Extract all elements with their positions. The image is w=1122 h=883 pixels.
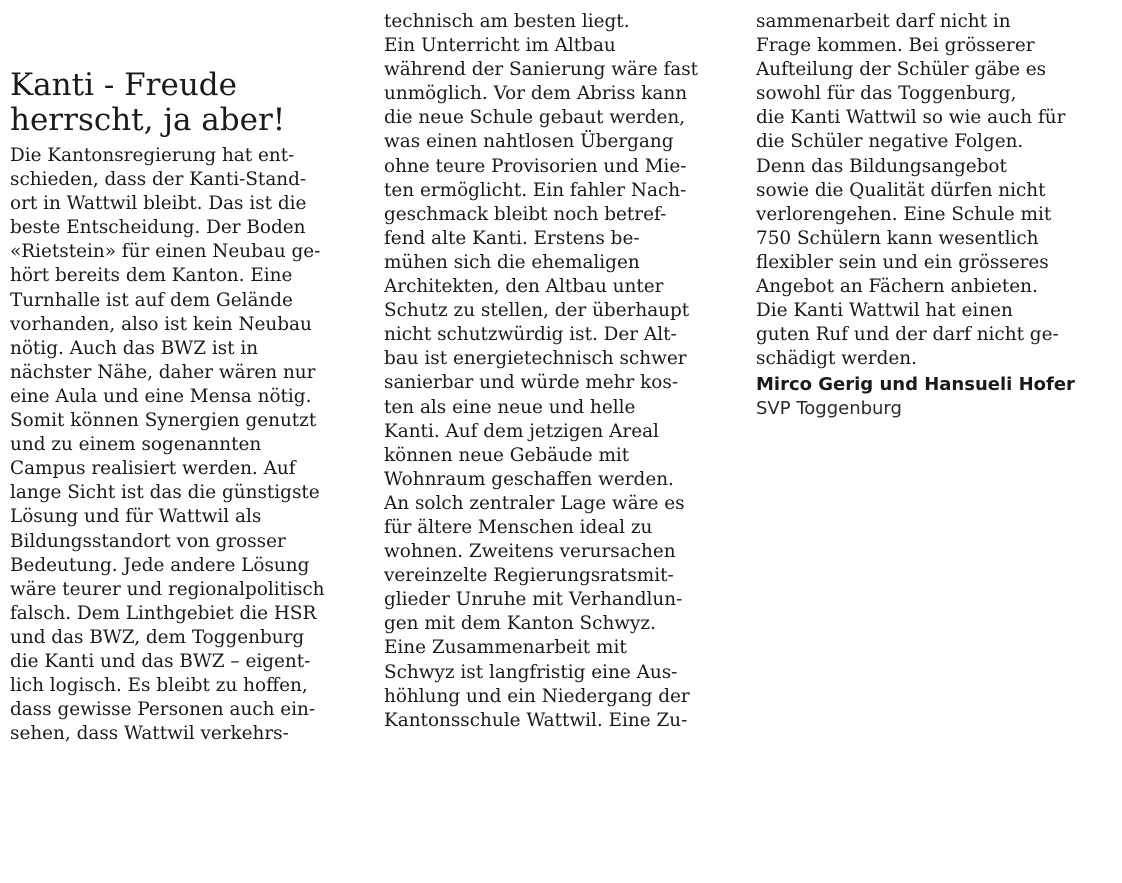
text-line: und das BWZ, dem Toggenburg xyxy=(10,626,305,648)
text-line: die neue Schule gebaut werden, xyxy=(384,107,686,129)
text-line: dass gewisse Personen auch ein- xyxy=(10,699,316,721)
author-party: SVP Toggenburg xyxy=(756,398,902,420)
text-line: ten ermöglicht. Ein fahler Nach- xyxy=(384,179,687,201)
text-line: verlorengehen. Eine Schule mit xyxy=(756,203,1052,225)
text-line: geschmack bleibt noch betref- xyxy=(384,203,667,225)
text-line: wäre teurer und regionalpolitisch xyxy=(10,578,325,600)
text-line: eine Aula und eine Mensa nötig. xyxy=(10,385,312,407)
text-line: sowie die Qualität dürfen nicht xyxy=(756,179,1046,201)
text-line: glieder Unruhe mit Verhandlun- xyxy=(384,589,683,611)
text-line: und zu einem sogenannten xyxy=(10,434,262,456)
text-line: sowohl für das Toggenburg, xyxy=(756,83,1017,105)
text-line: ort in Wattwil bleibt. Das ist die xyxy=(10,193,307,215)
text-line: können neue Gebäude mit xyxy=(384,444,630,466)
column-2 xyxy=(384,10,734,733)
text-line: vereinzelte Regierungsratsmit- xyxy=(384,565,674,587)
headline-line: Kanti - Freude xyxy=(10,67,237,103)
text-line: wohnen. Zweitens verursachen xyxy=(384,541,676,563)
text-line: Architekten, den Altbau unter xyxy=(384,276,664,298)
text-line: nötig. Auch das BWZ ist in xyxy=(10,337,259,359)
text-line: Bildungsstandort von grosser xyxy=(10,530,286,552)
text-line: mühen sich die ehemaligen xyxy=(384,251,640,273)
text-line: vorhanden, also ist kein Neubau xyxy=(10,313,312,335)
text-line: Kanti. Auf dem jetzigen Areal xyxy=(384,420,659,442)
text-line: hört bereits dem Kanton. Eine xyxy=(10,265,293,287)
text-line: falsch. Dem Linthgebiet die HSR xyxy=(10,602,317,624)
headline-line: herrscht, ja aber! xyxy=(10,102,286,138)
text-line: Eine Zusammenarbeit mit xyxy=(384,637,627,659)
author-signature: Mirco Gerig und Hansueli Hofer xyxy=(756,374,1075,396)
text-line: Somit können Synergien genutzt xyxy=(10,410,317,432)
text-line: 750 Schülern kann wesentlich xyxy=(756,227,1039,249)
text-line: für ältere Menschen ideal zu xyxy=(384,516,653,538)
text-line: schädigt werden. xyxy=(756,348,917,370)
text-line: flexibler sein und ein grösseres xyxy=(756,251,1049,273)
text-line: nicht schutzwürdig ist. Der Alt- xyxy=(384,324,677,346)
text-line: sehen, dass Wattwil verkehrs- xyxy=(10,723,289,745)
text-line: bau ist energietechnisch schwer xyxy=(384,348,687,370)
column-1-text xyxy=(10,144,360,746)
text-line: schieden, dass der Kanti-Stand- xyxy=(10,169,307,191)
column-2-text xyxy=(384,10,734,733)
text-line: Lösung und für Wattwil als xyxy=(10,506,262,528)
text-line: die Kanti Wattwil so wie auch für xyxy=(756,107,1066,129)
text-line: nächster Nähe, daher wären nur xyxy=(10,361,316,383)
text-line: Denn das Bildungsangebot xyxy=(756,155,1007,177)
text-line: Wohnraum geschaffen werden. xyxy=(384,468,674,490)
text-line: die Schüler negative Folgen. xyxy=(756,131,1024,153)
text-line: An solch zentraler Lage wäre es xyxy=(384,492,685,514)
text-line: Schutz zu stellen, der überhaupt xyxy=(384,300,690,322)
text-line: Campus realisiert werden. Auf xyxy=(10,458,296,480)
text-line: Aufteilung der Schüler gäbe es xyxy=(756,59,1047,81)
text-line: beste Entscheidung. Der Boden xyxy=(10,217,306,239)
text-line: sanierbar und würde mehr kos- xyxy=(384,372,679,394)
text-line: Bedeutung. Jede andere Lösung xyxy=(10,554,310,576)
text-line: gen mit dem Kanton Schwyz. xyxy=(384,613,656,635)
text-line: ten als eine neue und helle xyxy=(384,396,636,418)
text-line: Kantonsschule Wattwil. Eine Zu- xyxy=(384,709,688,731)
text-line: Die Kantonsregierung hat ent- xyxy=(10,145,295,166)
text-line: guten Ruf und der darf nicht ge- xyxy=(756,324,1059,346)
text-line: lich logisch. Es bleibt zu hoffen, xyxy=(10,675,308,697)
text-line: sammenarbeit darf nicht in xyxy=(756,11,1011,32)
text-line: Angebot an Fächern anbieten. xyxy=(756,276,1038,298)
text-line: die Kanti und das BWZ – eigent- xyxy=(10,650,311,672)
text-line: lange Sicht ist das die günstigste xyxy=(10,482,320,504)
text-line: fend alte Kanti. Erstens be- xyxy=(384,227,640,249)
column-3 xyxy=(756,10,1111,421)
column-1 xyxy=(10,68,360,746)
text-line: was einen nahtlosen Übergang xyxy=(384,131,674,153)
text-line: Frage kommen. Bei grösserer xyxy=(756,35,1035,57)
text-line: technisch am besten liegt. xyxy=(384,11,630,32)
text-line: unmöglich. Vor dem Abriss kann xyxy=(384,83,688,105)
text-line: höhlung und ein Niedergang der xyxy=(384,685,690,707)
text-line: «Rietstein» für einen Neubau ge- xyxy=(10,241,321,263)
text-line: während der Sanierung wäre fast xyxy=(384,59,699,81)
text-line: Die Kanti Wattwil hat einen xyxy=(756,300,1013,322)
text-line: Ein Unterricht im Altbau xyxy=(384,35,616,57)
headline xyxy=(10,68,360,138)
column-3-text xyxy=(756,10,1111,371)
text-line: Turnhalle ist auf dem Gelände xyxy=(10,289,293,311)
text-line: ohne teure Provisorien und Mie- xyxy=(384,155,687,177)
text-line: Schwyz ist langfristig eine Aus- xyxy=(384,661,678,683)
